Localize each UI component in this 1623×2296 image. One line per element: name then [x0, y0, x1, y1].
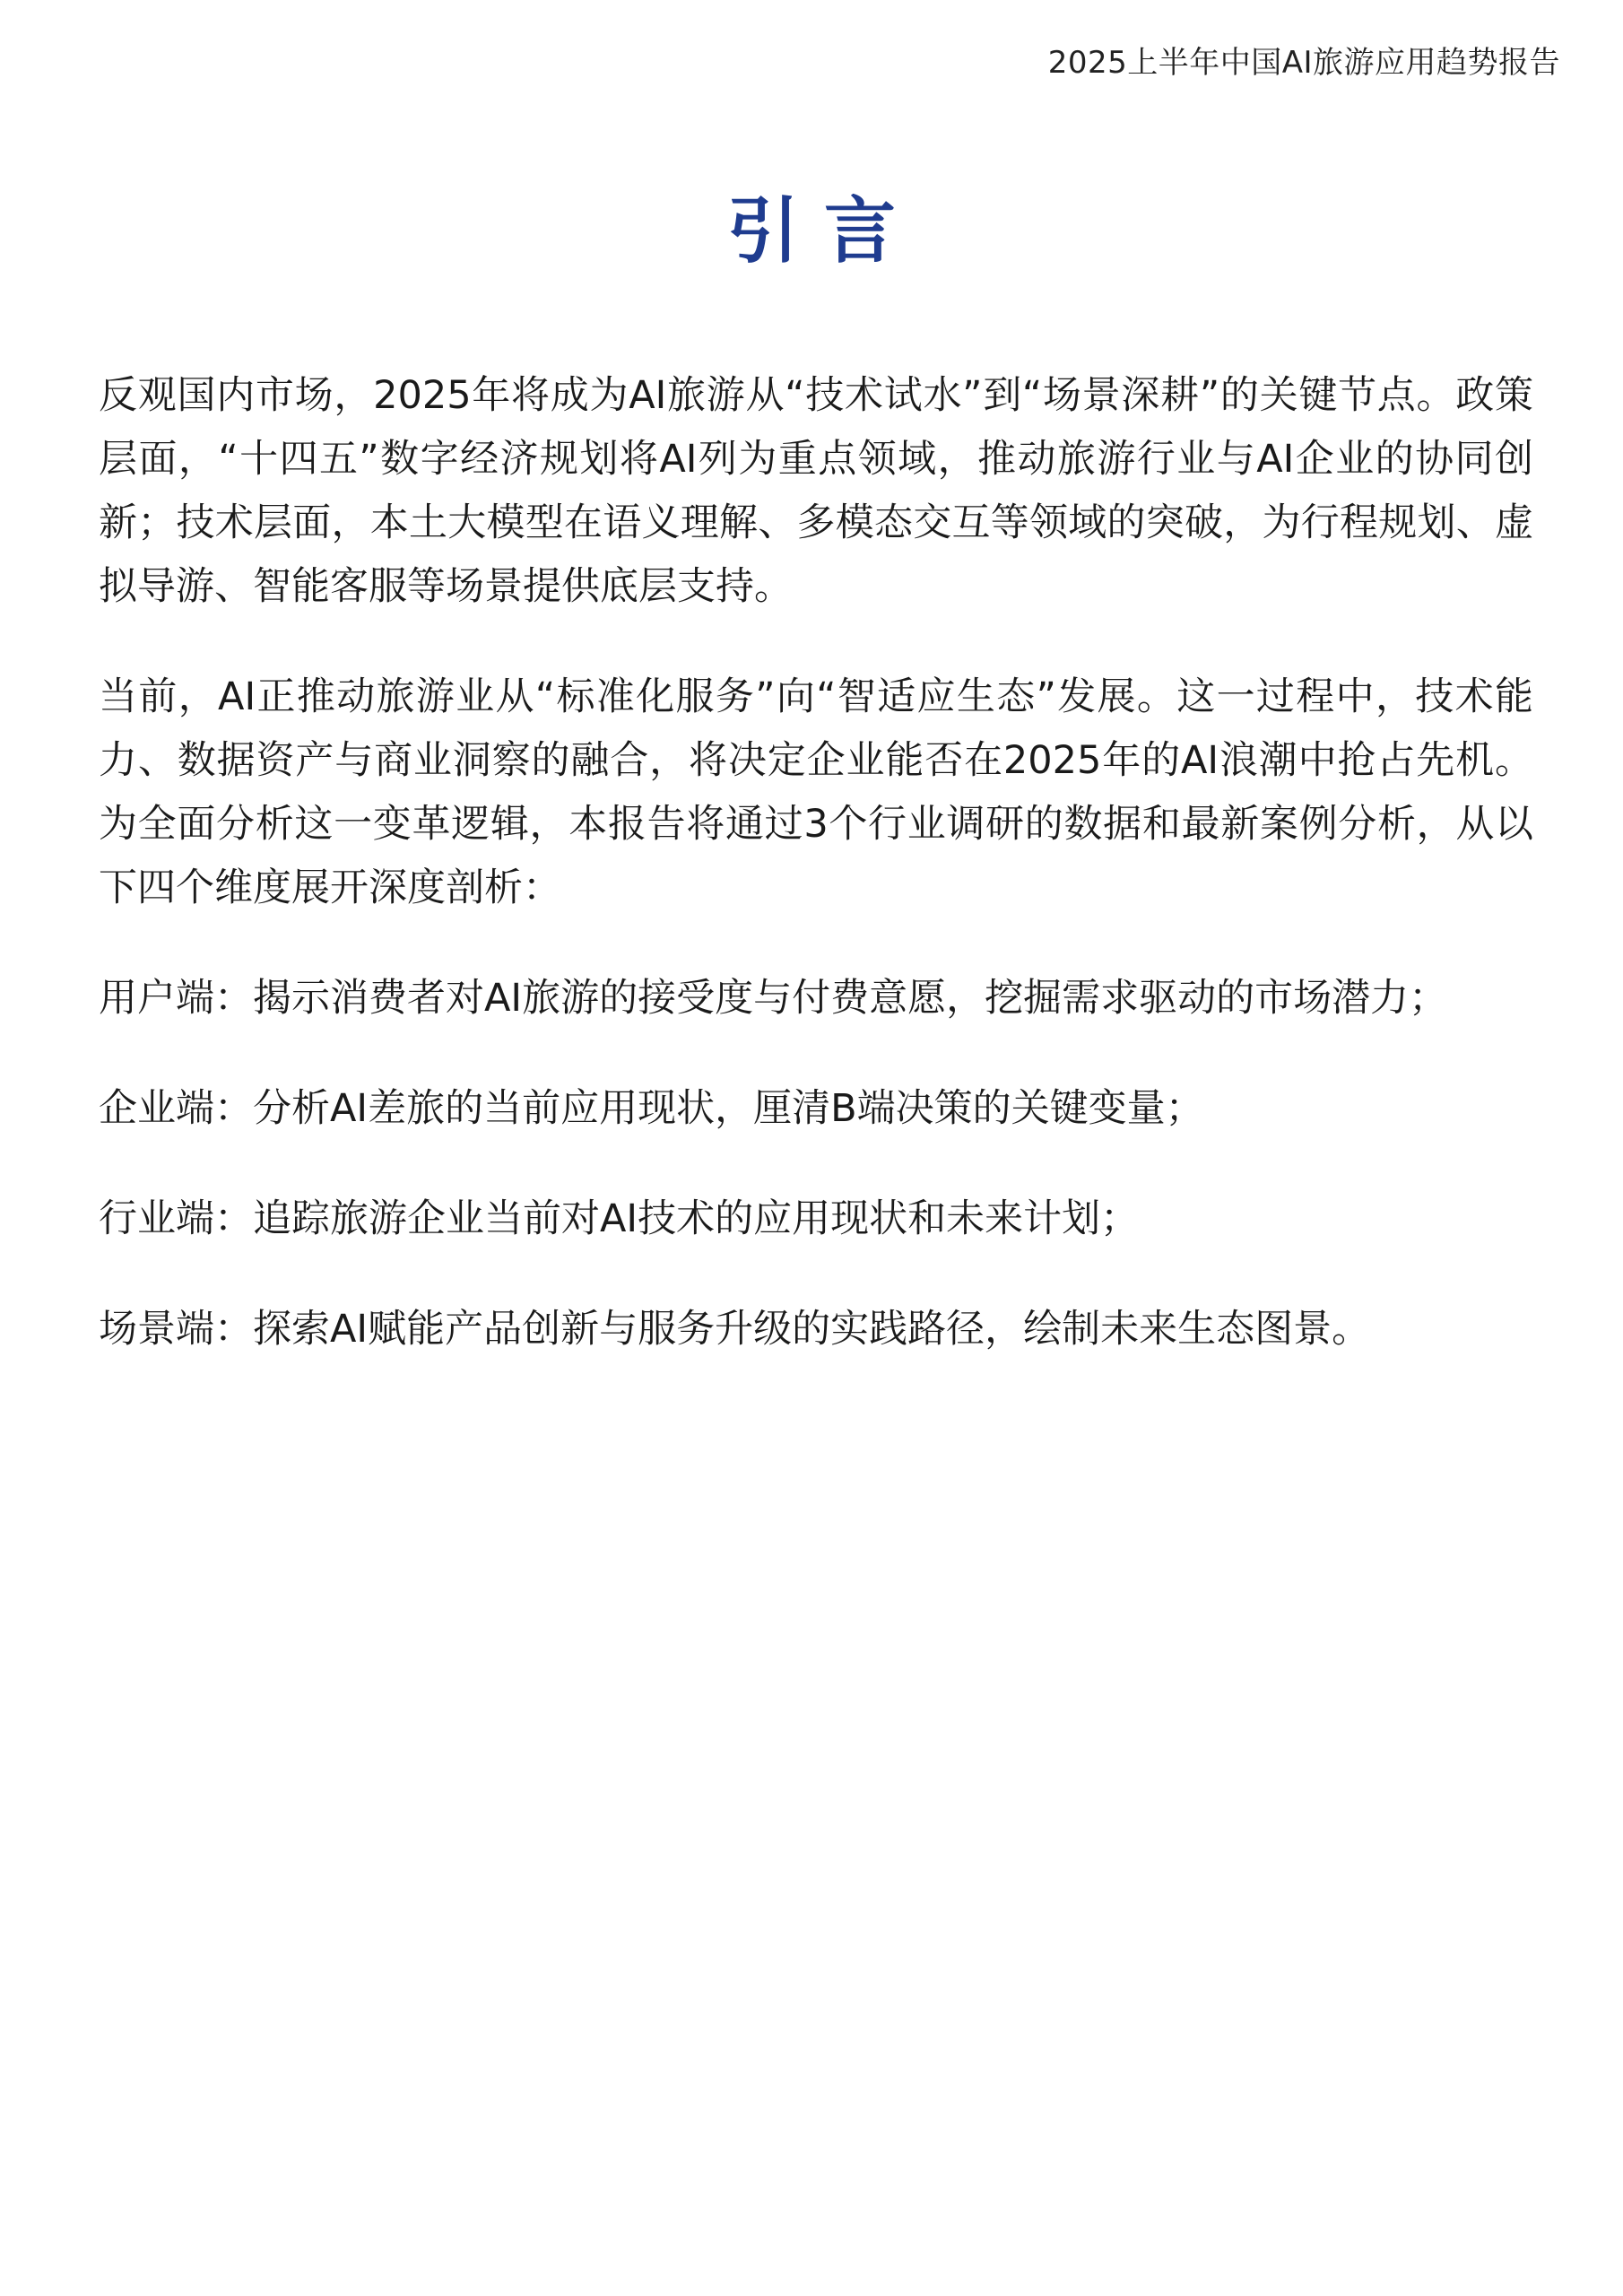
- dimension-enterprise: 企业端：分析AI差旅的当前应用现状，厘清B端决策的关键变量；: [99, 1086, 1204, 1131]
- report-header-title: 2025上半年中国AI旅游应用趋势报告: [1047, 45, 1560, 81]
- intro-paragraph-1: 反观国内市场，2025年将成为AI旅游从“技术试水”到“场景深耕”的关键节点。政策层面，“十四五”数字经济规划将AI列为重点领域，推动旅游行业与AI企业的协同创新；技术层面，本土大模型在语义理解、多模态交互等领域的突破，为行程规划、虚拟导游、智能客服等场景提供底层支持。: [99, 373, 1533, 609]
- dimension-industry: 行业端：追踪旅游企业当前对AI技术的应用现状和未来计划；: [99, 1196, 1140, 1241]
- dimension-scenario: 场景端：探索AI赋能产品创新与服务升级的实践路径，绘制未来生态图景。: [99, 1307, 1371, 1352]
- intro-paragraph-2: 当前，AI正推动旅游业从“标准化服务”向“智适应生态”发展。这一过程中，技术能力、数据资产与商业洞察的融合，将决定企业能否在2025年的AI浪潮中抢占先机。为全面分析这一变革逻辑，本报告将通过3个行业调研的数据和最新案例分析，从以下四个维度展开深度剖析：: [99, 674, 1533, 910]
- page-title: 引言: [727, 189, 921, 273]
- body-content: [99, 364, 1533, 1361]
- dimension-user: 用户端：揭示消费者对AI旅游的接受度与付费意愿，挖掘需求驱动的市场潜力；: [99, 976, 1448, 1021]
